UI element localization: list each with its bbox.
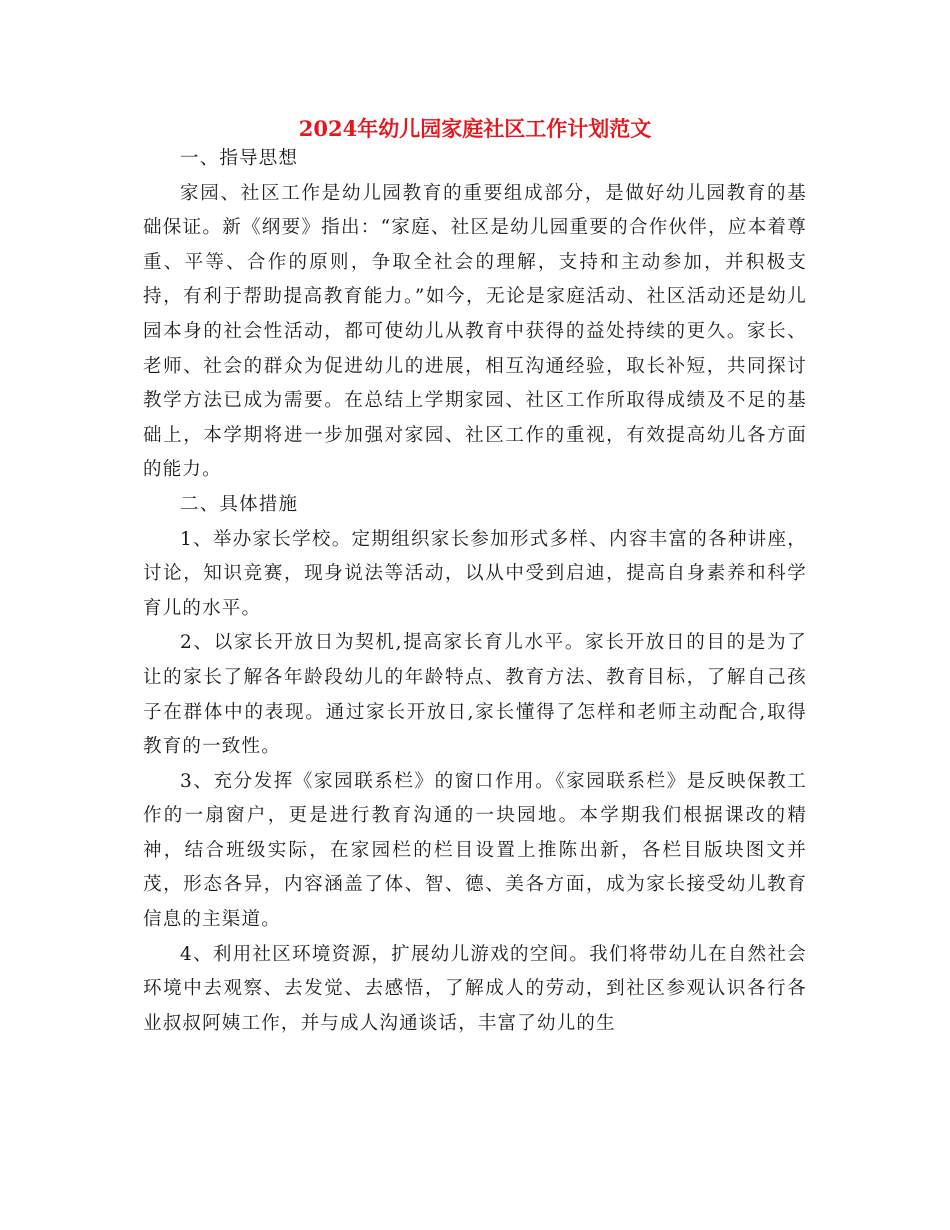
section-heading-guiding-ideology: 一、指导思想 <box>180 148 299 169</box>
paragraph-guiding-ideology: 家园、社区工作是幼儿园教育的重要组成部分，是做好幼儿园教育的基础保证。新《纲要》指出：“家庭、社区是幼儿园重要的合作伙伴，应本着尊重、平等、合作的原则，争取全社会的理解，支持和主动参加，并积极支持，有利于帮助提高教育能力。”如今，无论是家庭活动、社区活动还是幼儿园本身的社会性活动，都可使幼儿从教育中获得的益处持续的更久。家长、老师、社会的群众为促进幼儿的进展，相互沟通经验，取长补短，共同探讨教学方法已成为需要。在总结上学期家园、社区工作所取得成绩及不足的基础上，本学期将进一步加强对家园、社区工作的重视，有效提高幼儿各方面的能力。 <box>143 182 807 481</box>
document-body <box>143 142 807 1041</box>
paragraph-measure-3: 3、充分发挥《家园联系栏》的窗口作用。《家园联系栏》是反映保教工作的一扇窗户，更是进行教育沟通的一块园地。本学期我们根据课改的精神，结合班级实际，在家园栏的栏目设置上推陈出新，各栏目版块图文并茂，形态各异，内容涵盖了体、智、德、美各方面，成为家长接受幼儿教育信息的主渠道。 <box>143 770 807 931</box>
section-heading-specific-measures: 二、具体措施 <box>180 493 299 515</box>
paragraph-measure-1: 1、举办家长学校。定期组织家长参加形式多样、内容丰富的各种讲座，讨论，知识竞赛，现身说法等活动，以从中受到启迪，提高自身素养和科学育儿的水平。 <box>143 528 807 619</box>
document-title: 2024年幼儿园家庭社区工作计划范文 <box>298 116 652 141</box>
paragraph-measure-2: 2、以家长开放日为契机,提高家长育儿水平。家长开放日的目的是为了让的家长了解各年龄段幼儿的年龄特点、教育方法、教育目标，了解自己孩子在群体中的表现。通过家长开放日,家长懂得了怎样和老师主动配合,取得教育的一致性。 <box>143 632 807 758</box>
paragraph-measure-4: 4、利用社区环境资源，扩展幼儿游戏的空间。我们将带幼儿在自然社会环境中去观察、去发觉、去感悟，了解成人的劳动，到社区参观认识各行各业叔叔阿姨工作，并与成人沟通谈话，丰富了幼儿的生 <box>143 943 807 1034</box>
